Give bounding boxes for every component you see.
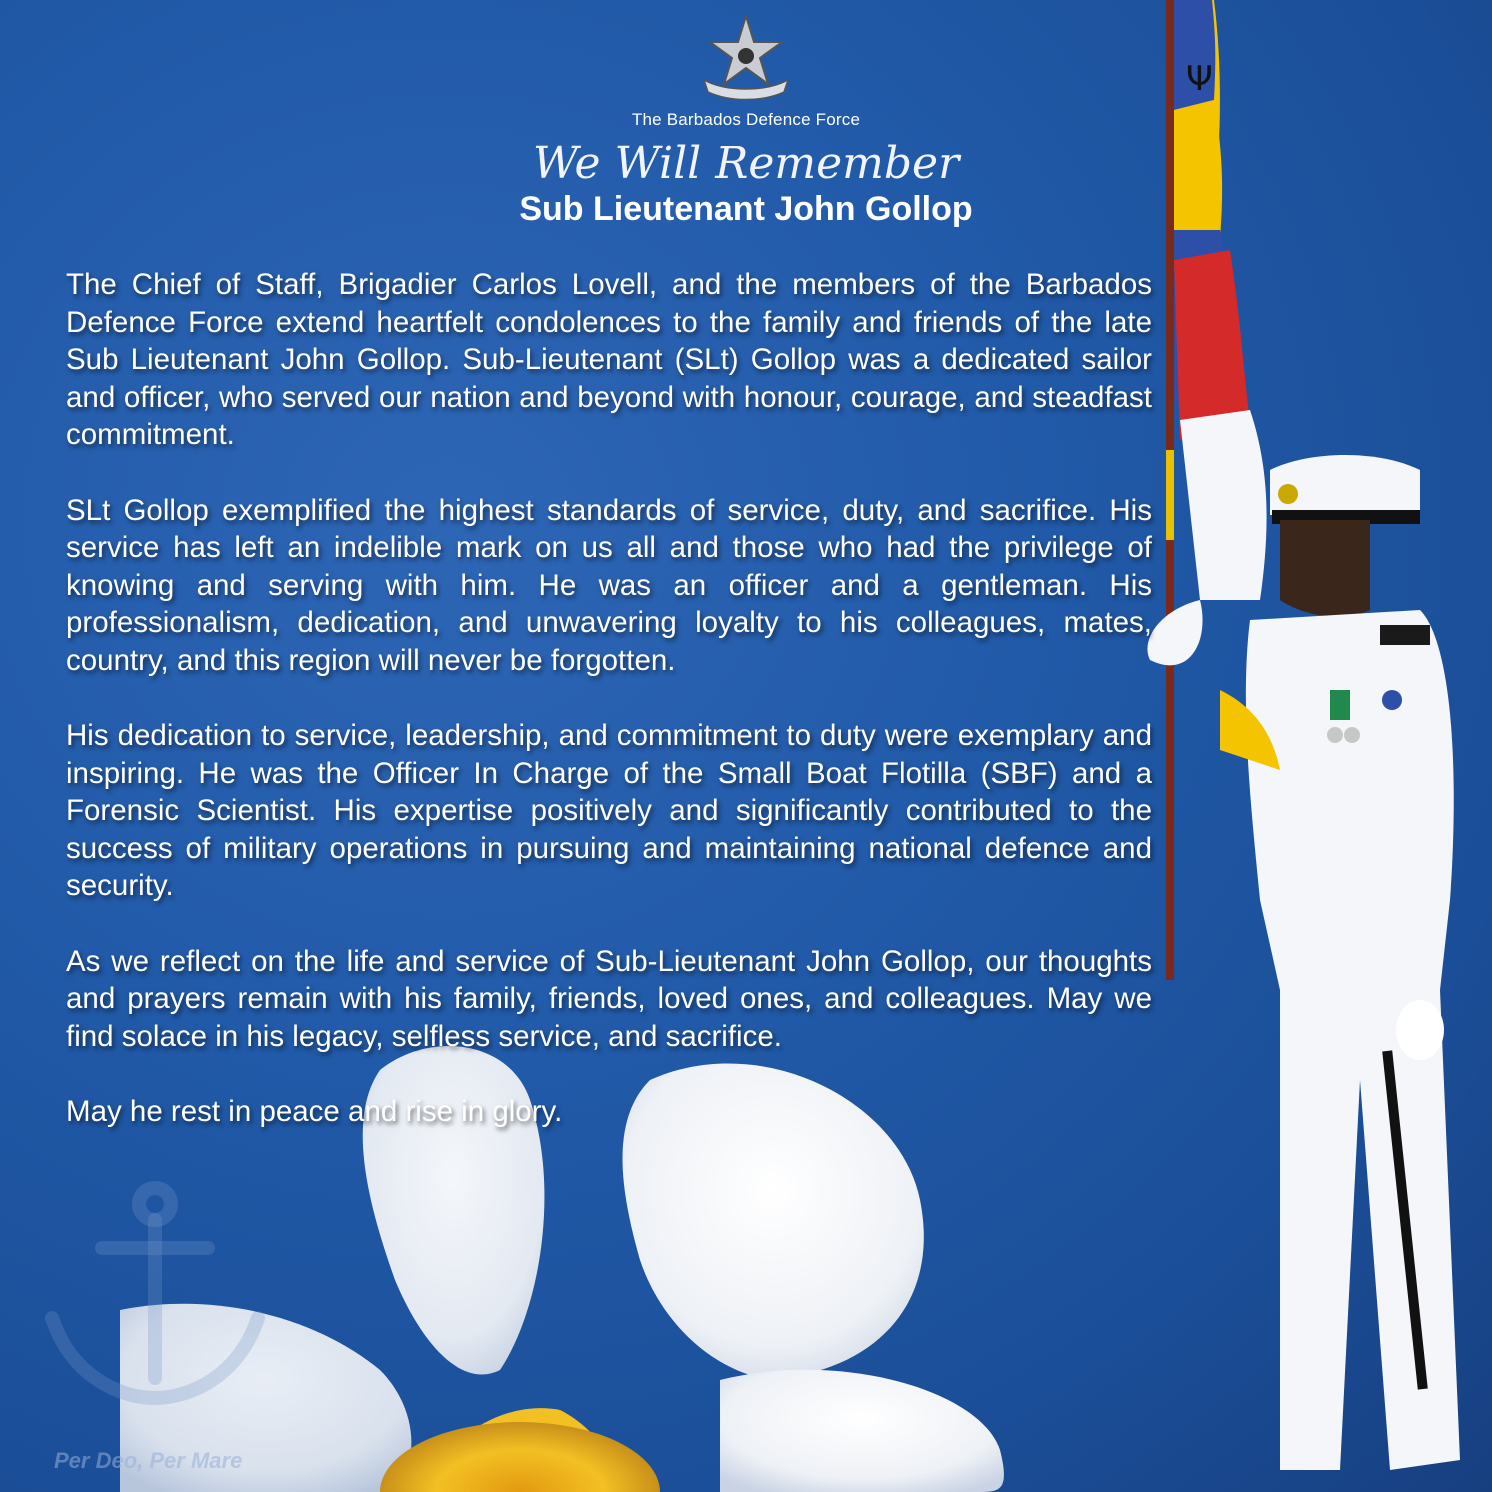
bdf-crest-icon [696,14,796,104]
motto-text: Per Deo, Per Mare [54,1448,243,1473]
tribute-paragraph: As we reflect on the life and service of Sub-Lieutenant John Gollop, our thoughts and prayers remain with his family, friends, loved ones, and colleagues. May we find solace in his legacy, selfless service, and sacrifice. [66,944,1152,1053]
svg-text:Ψ: Ψ [1186,59,1213,99]
tribute-paragraph: His dedication to service, leadership, and commitment to duty were exemplary and inspiring. He was the Officer In Charge of the Small Boat Flotilla (SBF) and a Forensic Scientist. His expertise positively and significantly contributed to the success of military operations in pursuing and maintaining national defence and security. [66,719,1152,902]
tribute-paragraph: SLt Gollop exemplified the highest standards of service, duty, and sacrifice. His service has left an indelible mark on us all and those who had the privilege of knowing and serving with him. He was an officer and a gentleman. His professionalism, dedication, and unwavering loyalty to his colleagues, mates, country, and this region will never be forgotten. [66,493,1152,677]
organization-name: The Barbados Defence Force [631,110,861,129]
tribute-text [66,266,1152,1131]
memorial-tagline: We Will Remember [532,138,960,189]
honoree-name: Sub Lieutenant John Gollop [519,190,973,228]
anchor-watermark-icon [32,1178,278,1408]
tribute-paragraph: The Chief of Staff, Brigadier Carlos Lovell, and the members of the Barbados Defence Force extend heartfelt condolences to the family and friends of the late Sub Lieutenant John Gollop. Sub-Lieutenant (SLt) Gollop was a dedicated sailor and officer, who served our nation and beyond with honour, courage, and steadfast commitment. [66,268,1152,451]
tribute-closing: May he rest in peace and rise in glory. [66,1095,563,1128]
